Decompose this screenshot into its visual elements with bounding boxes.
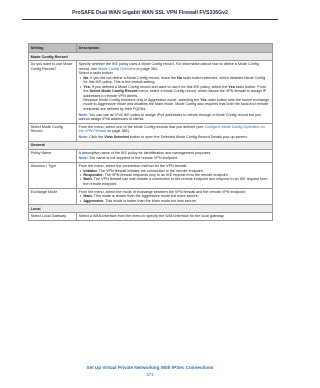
- section-label: Local: [29, 205, 273, 213]
- paragraph: Select a radio button:: [78, 71, 114, 76]
- description-cell: [77, 188, 273, 205]
- setting-cell: Select Mode Config Record: [29, 123, 77, 141]
- mode-config-overview-link[interactable]: Mode Config Overview: [98, 66, 136, 71]
- table-row: [29, 123, 273, 141]
- table-header-row: [29, 44, 273, 53]
- section-label: Mode Config Record: [29, 53, 273, 61]
- paragraph: A descriptive name of the IKE policy for identification and management purposes.: [78, 150, 212, 155]
- section-row-general: [29, 141, 273, 149]
- list-item: • Both. The VPN firewall can both initiate a connection to the remote endpoint and respond to an IKE request from the remote endpoint.: [79, 177, 271, 186]
- table-row: [29, 163, 273, 189]
- note: Note: The name is not supplied to the remote VPN endpoint.: [78, 156, 178, 161]
- setting-cell: Policy Name: [29, 149, 77, 162]
- setting-cell: Direction / Type: [29, 163, 77, 189]
- table-row: [29, 61, 273, 123]
- list-item: • Yes. If you defined a Mode Config record and want to use it for this IKE policy, select the Yes radio button. From the Select Mode Config Record menu, select a Mode Config record, which allows the VPN firewall to assign IP addresses to remote VPN clients. Because Mode Config functions only in Aggressive mode, selecting the Yes radio button sets the tunnel exchange mode to Aggressive mode and disables the Main mode. Mode Config also requires that both the local and remote endpoints are defined by their FQDNs.: [79, 85, 271, 112]
- section-row-mode-config: [29, 53, 273, 61]
- table-row: [29, 149, 273, 162]
- paragraph: From the menu, select the mode of exchange between the VPN firewall and the remote VPN endpoint:: [78, 189, 246, 194]
- paragraph: From the menu, select the connection method for the VPN firewall:: [78, 164, 188, 169]
- table-row: [29, 213, 273, 221]
- list-item: • Responder. The VPN firewall responds only to an IKE request from the remote endpoint.: [79, 173, 271, 177]
- paragraph: Because Mode Config functions only in Aggressive mode, selecting the Yes radio button sets the tunnel exchange mode to Aggressive mode and disables the Main mode. Mode Config also requires that both the local and remote endpoints are defined by their FQDNs.: [83, 98, 270, 111]
- description-cell: [77, 163, 273, 189]
- ike-settings-table: [28, 43, 273, 221]
- option-list: [79, 76, 271, 112]
- column-header-setting: Setting: [29, 44, 77, 53]
- list-item: • Aggressive. This mode is faster than the Main mode but less secure.: [79, 199, 271, 203]
- paragraph: Specify whether the IKE policy uses a Mode Config record. For information about how to define a Mode Config record, see Mode Config Overview on page 384.: [78, 62, 259, 71]
- note: Note: Click the View Selected button to open the Selected Mode Config Record Details pop-up screen.: [78, 134, 248, 139]
- table-row: [29, 188, 273, 205]
- option-list: [79, 194, 271, 203]
- note: Note: You can use an IPv6 IKE policy to assign IPv4 addresses to clients through a Mode Config record but you cannot assign IPv6 addresses to clients.: [78, 112, 262, 122]
- page-number: 371: [146, 372, 154, 377]
- document-header: ProSAFE Dual WAN Gigabit WAN SSL VPN Firewall FVS336Gv2: [72, 10, 228, 16]
- description-cell: [77, 61, 273, 123]
- column-header-description: Description: [77, 44, 273, 53]
- configure-mode-config-link[interactable]: Configure Mode Config Operation on the VPN Firewall: [78, 124, 265, 134]
- paragraph: From the menu, select one of the Mode Config records that you defined (see Configure Mode Config Operation on the VPN Firewall on page 385).: [78, 124, 265, 134]
- description-cell: [77, 123, 273, 141]
- description-cell: [77, 149, 273, 162]
- description-cell: Select a WAN interface from the menu to specify the WAN interface for the local gateway.: [77, 213, 273, 221]
- list-item: • Initiator. The VPN firewall initiates the connection to the remote endpoint.: [79, 169, 271, 173]
- setting-cell: Select Local Gateway: [29, 213, 77, 221]
- option-list: [79, 169, 271, 187]
- setting-cell: Exchange Mode: [29, 188, 77, 205]
- section-row-local: [29, 205, 273, 213]
- list-item: • No. If you did not define a Mode Config record, leave the No radio button selected, which disables Mode Config for this IKE policy. This is the default setting.: [79, 76, 271, 85]
- header-rule: [22, 19, 278, 20]
- setting-cell: Do you want to use Mode Config Record?: [29, 61, 77, 123]
- section-label: General: [29, 141, 273, 149]
- footer-section-title: Set Up Virtual Private Networking With IPSec Connections: [86, 365, 214, 370]
- list-item: • Main. This mode is slower than the Aggressive mode but more secure.: [79, 194, 271, 198]
